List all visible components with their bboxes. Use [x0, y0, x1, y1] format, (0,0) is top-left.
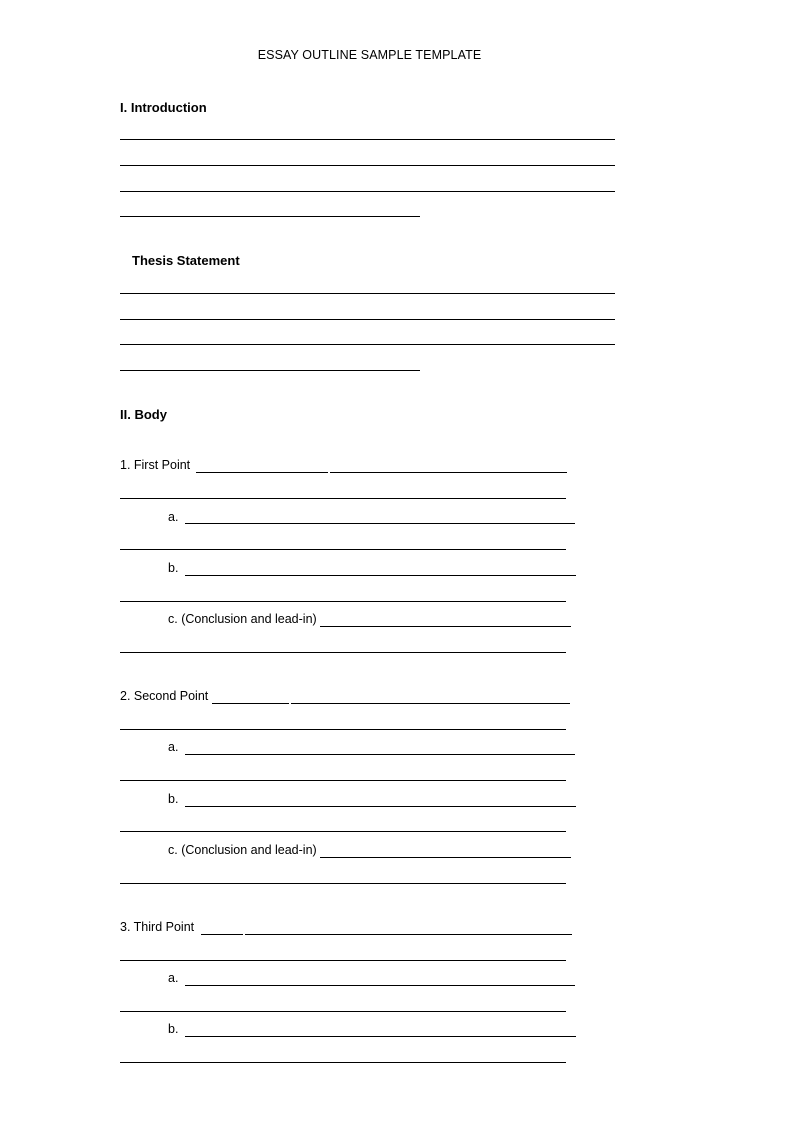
- answer-line[interactable]: [201, 934, 243, 935]
- answer-line[interactable]: [320, 626, 571, 627]
- third-point-label: 3. Third Point: [120, 920, 195, 934]
- answer-line[interactable]: [120, 601, 566, 602]
- answer-line[interactable]: [120, 1062, 566, 1063]
- answer-line[interactable]: [120, 831, 566, 832]
- first-point-sub-a-label: a.: [168, 510, 179, 524]
- answer-line[interactable]: [185, 985, 575, 986]
- second-point-sub-b-label: b.: [168, 792, 179, 806]
- answer-line[interactable]: [120, 652, 566, 653]
- document-title: ESSAY OUTLINE SAMPLE TEMPLATE: [257, 48, 482, 62]
- answer-line[interactable]: [245, 934, 572, 935]
- answer-line[interactable]: [120, 216, 420, 217]
- answer-line[interactable]: [320, 857, 571, 858]
- third-point-sub-a-label: a.: [168, 971, 179, 985]
- answer-line[interactable]: [120, 165, 615, 166]
- introduction-heading: I. Introduction: [120, 100, 207, 115]
- answer-line[interactable]: [120, 319, 615, 320]
- answer-line[interactable]: [120, 729, 566, 730]
- answer-line[interactable]: [212, 703, 289, 704]
- answer-line[interactable]: [120, 344, 615, 345]
- answer-line[interactable]: [185, 806, 576, 807]
- answer-line[interactable]: [120, 780, 566, 781]
- second-point-sub-c-label: c. (Conclusion and lead-in): [168, 843, 317, 857]
- answer-line[interactable]: [185, 575, 576, 576]
- answer-line[interactable]: [120, 1011, 566, 1012]
- answer-line[interactable]: [120, 139, 615, 140]
- first-point-sub-b-label: b.: [168, 561, 179, 575]
- answer-line[interactable]: [185, 523, 575, 524]
- answer-line[interactable]: [291, 703, 570, 704]
- answer-line[interactable]: [120, 370, 420, 371]
- body-heading: II. Body: [120, 407, 167, 422]
- answer-line[interactable]: [120, 498, 566, 499]
- first-point-label: 1. First Point: [120, 458, 191, 472]
- first-point-sub-c-label: c. (Conclusion and lead-in): [168, 612, 317, 626]
- answer-line[interactable]: [330, 472, 567, 473]
- second-point-label: 2. Second Point: [120, 689, 209, 703]
- third-point-sub-b-label: b.: [168, 1022, 179, 1036]
- answer-line[interactable]: [120, 883, 566, 884]
- answer-line[interactable]: [185, 754, 575, 755]
- second-point-sub-a-label: a.: [168, 740, 179, 754]
- answer-line[interactable]: [120, 293, 615, 294]
- thesis-statement-label: Thesis Statement: [132, 253, 240, 268]
- answer-line[interactable]: [196, 472, 328, 473]
- answer-line[interactable]: [120, 191, 615, 192]
- answer-line[interactable]: [185, 1036, 576, 1037]
- answer-line[interactable]: [120, 549, 566, 550]
- answer-line[interactable]: [120, 960, 566, 961]
